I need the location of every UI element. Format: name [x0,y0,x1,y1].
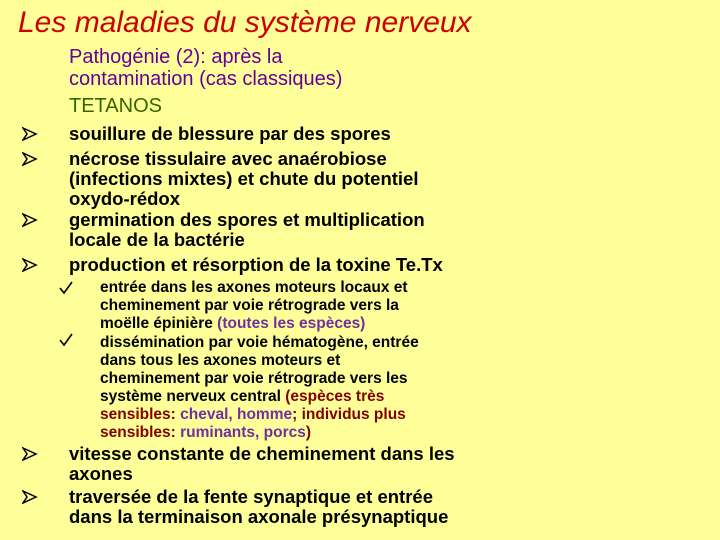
bullet-line: axones [69,463,133,484]
sub-bullet-text: sensibles: [100,424,181,441]
sub-bullet-line [100,406,419,424]
sub-bullet-line [100,388,419,406]
sub-bullet-text: ; individus plus [292,406,406,423]
sub-bullet-text: ) [305,424,312,441]
sub-bullet-line: dans tous les axones moteurs et [100,352,341,369]
bullet-line: oxydo-rédox [69,188,181,209]
bullet-item [69,487,448,527]
arrow-bullet-icon [22,258,38,272]
bullet-item [69,444,455,484]
bullet-line: (infections mixtes) et chute du potentiel [69,168,419,189]
species-text: cheval, homme [180,406,293,423]
sub-bullet-item [100,279,408,333]
sub-bullet-line [100,424,419,442]
page-title: Les maladies du système nerveux [18,6,472,39]
bullet-item [69,149,418,209]
sub-bullet-line: entrée dans les axones moteurs locaux et [100,279,408,296]
species-text: ruminants, porcs [180,424,306,441]
sub-bullet-line: cheminement par voie rétrograde vers la [100,297,399,314]
arrow-bullet-icon [22,213,38,227]
bullet-line: vitesse constante de cheminement dans les [69,443,455,464]
bullet-line: nécrose tissulaire avec anaérobiose [69,148,387,169]
section-heading: TETANOS [69,95,162,117]
bullet-item [69,124,391,144]
arrow-bullet-icon [22,447,38,461]
bullet-line: souillure de blessure par des spores [69,123,391,144]
sub-bullet-item [100,334,419,442]
parenthetical-text: (espèces très [285,388,385,405]
parenthetical-text: (toutes les espèces) [217,315,366,332]
bullet-item [69,210,425,250]
bullet-item [69,255,443,275]
sub-bullet-text: moëlle épinière [100,315,218,332]
sub-bullet-line: cheminement par voie rétrograde vers les [100,370,408,387]
subtitle [69,46,342,90]
arrow-bullet-icon [22,152,38,166]
bullet-line: dans la terminaison axonale présynaptique [69,506,449,527]
sub-bullet-text: système nerveux central [100,388,286,405]
sub-bullet-text: sensibles: [100,406,181,423]
checkmark-icon [59,281,73,295]
subtitle-line: contamination (cas classiques) [69,68,343,90]
subtitle-line: Pathogénie (2): après la [69,46,283,68]
arrow-bullet-icon [22,490,38,504]
bullet-line: germination des spores et multiplication [69,209,425,230]
arrow-bullet-icon [22,127,38,141]
checkmark-icon [59,333,73,347]
bullet-line: traversée de la fente synaptique et entrée [69,486,433,507]
sub-bullet-line: dissémination par voie hématogène, entrée [100,334,419,351]
sub-bullet-line [100,315,408,333]
bullet-line: production et résorption de la toxine Te.Tx [69,254,443,275]
bullet-line: locale de la bactérie [69,229,245,250]
